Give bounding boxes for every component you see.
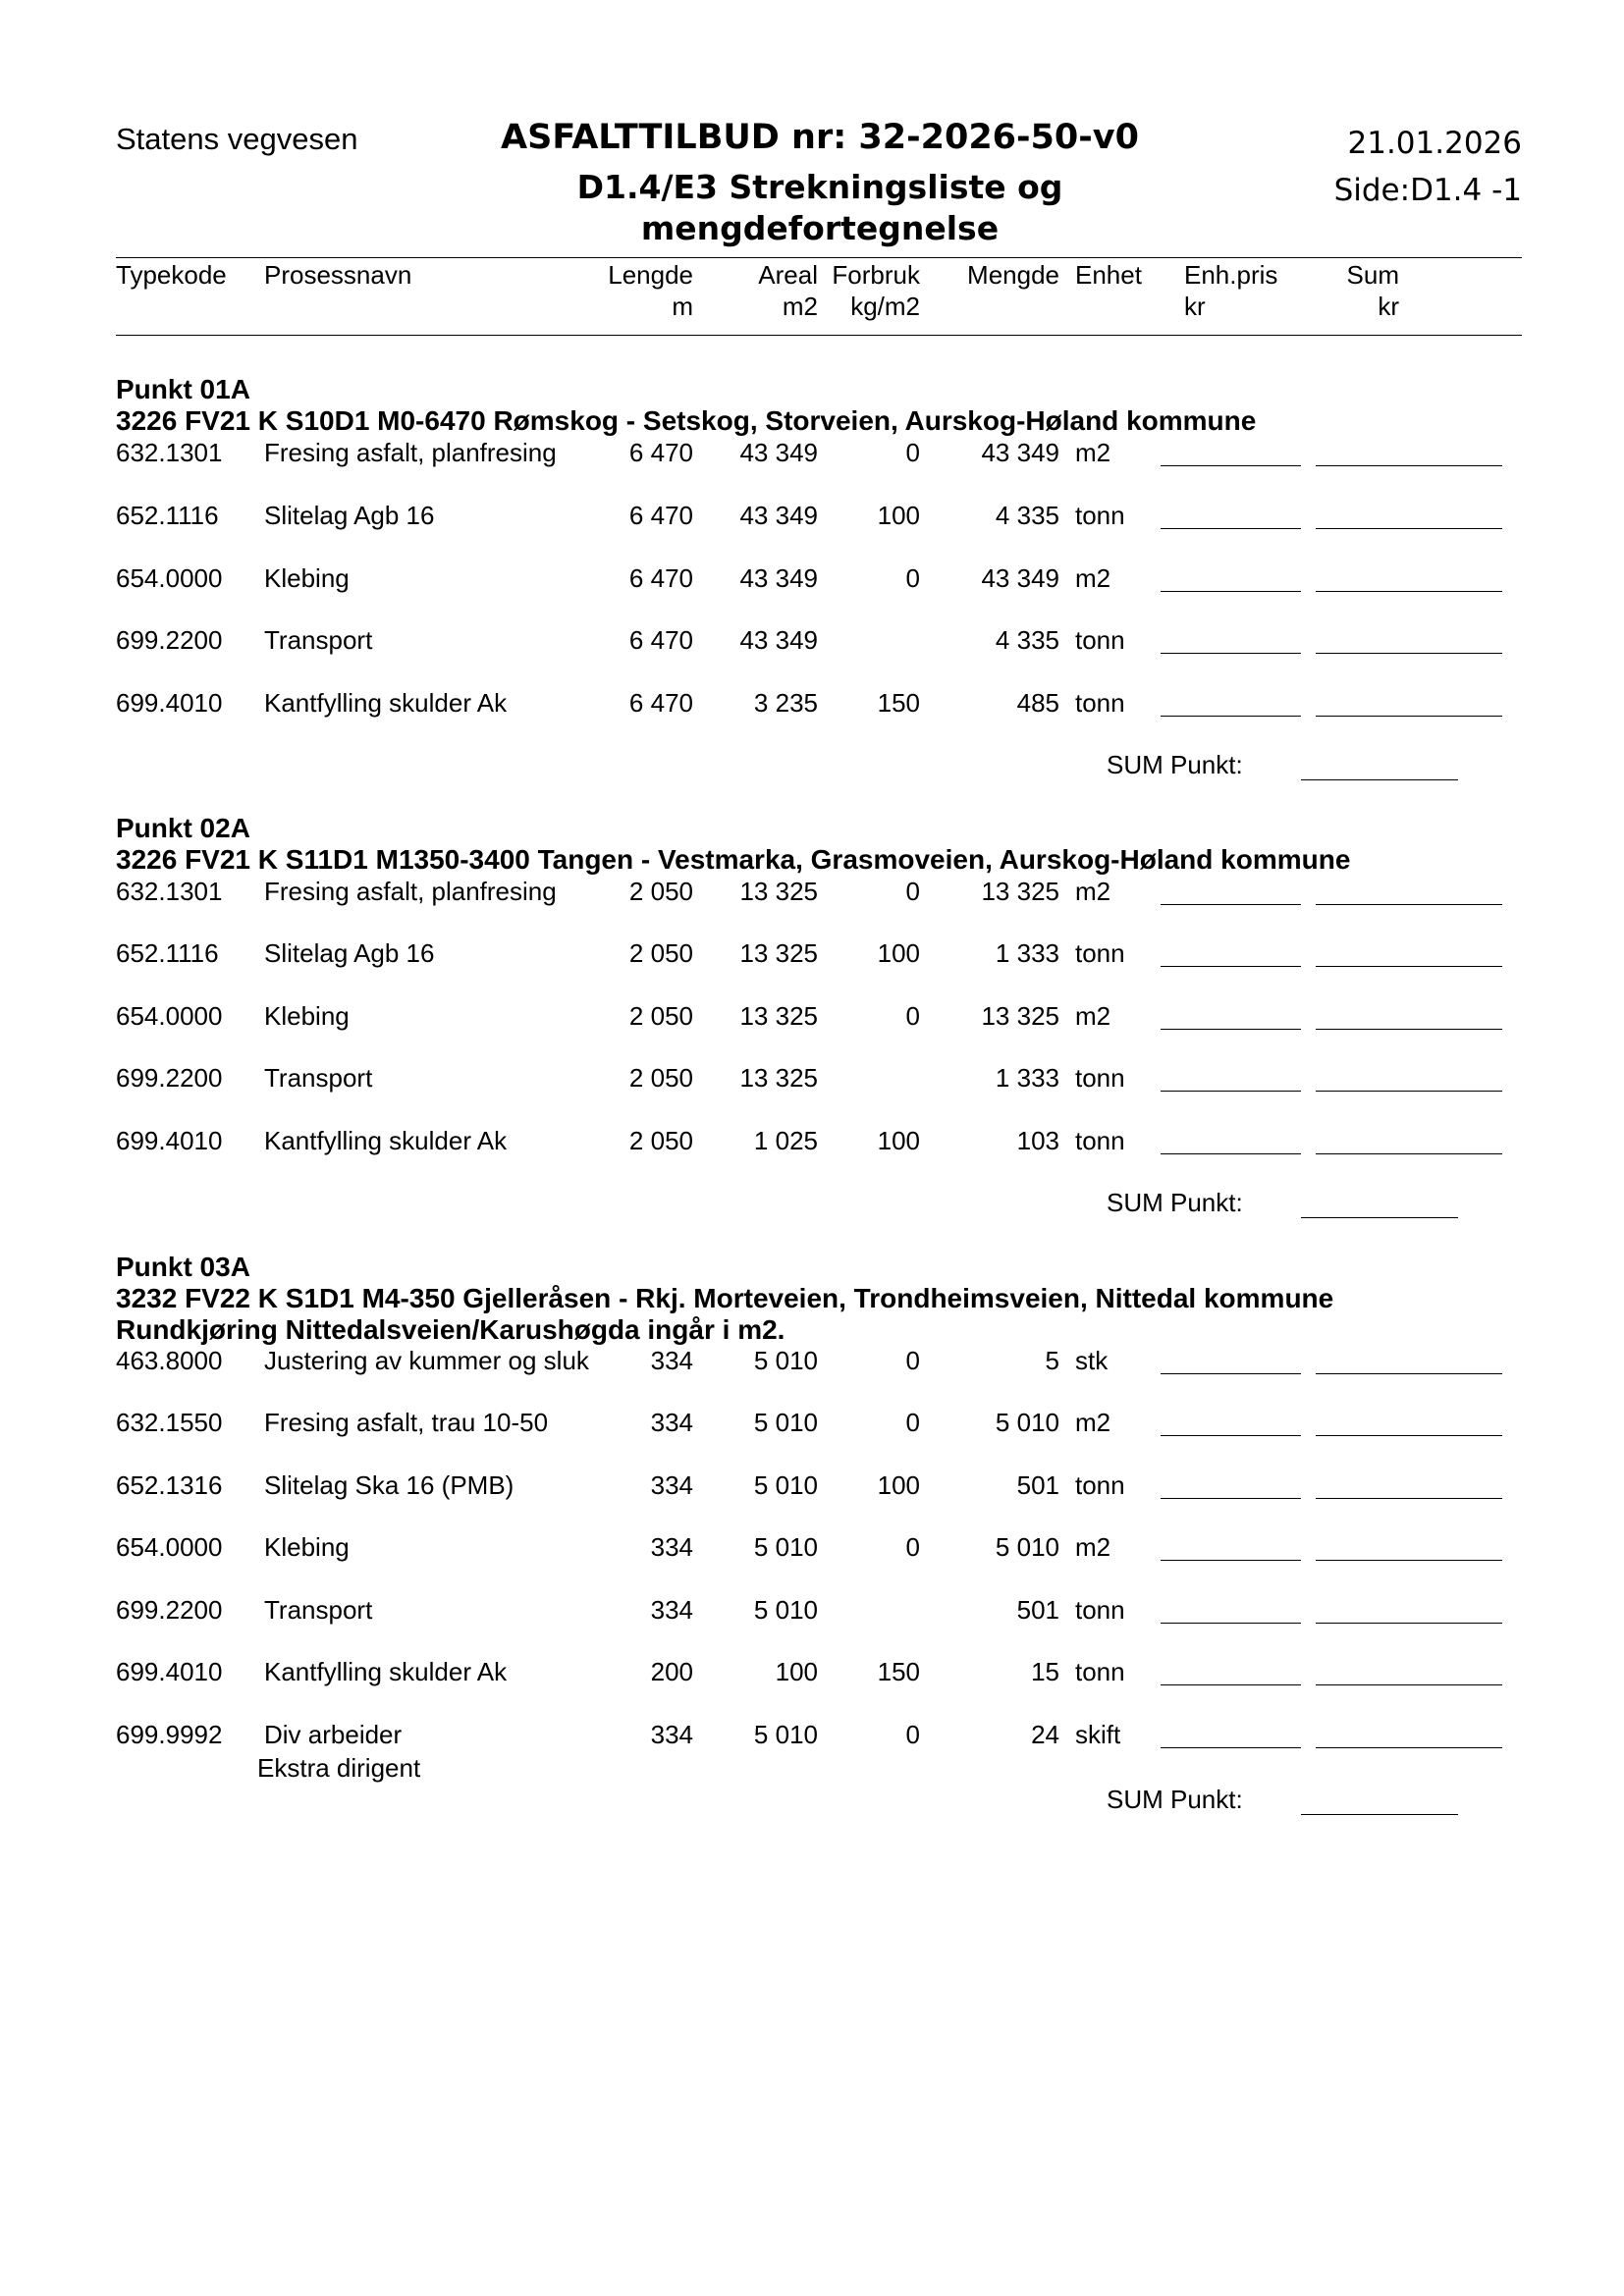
section-punkt-03a: Punkt 03A [116, 1252, 250, 1282]
cell-typekode: 699.4010 [116, 1657, 223, 1686]
cell-mengde: 1 333 [995, 1063, 1059, 1093]
cell-mengde: 5 010 [995, 1408, 1059, 1437]
cell-typekode: 699.4010 [116, 688, 223, 718]
cell-mengde: 485 [1016, 688, 1059, 718]
cell-lengde: 2 050 [628, 877, 693, 906]
table-row [0, 938, 1624, 978]
cell-areal: 43 349 [739, 438, 818, 467]
cell-prosessnavn: Kantfylling skulder Ak [264, 1657, 508, 1686]
table-row [0, 1001, 1624, 1041]
enhpris-input-line[interactable] [1161, 1747, 1301, 1748]
cell-mengde: 15 [1031, 1657, 1059, 1686]
sum-input-line[interactable] [1316, 1684, 1502, 1685]
col-header-areal [758, 259, 818, 322]
cell-forbruk: 100 [877, 501, 920, 530]
col-header-lengde [608, 259, 693, 322]
cell-areal: 43 349 [739, 501, 818, 530]
section-punkt-02a: Punkt 02A [116, 813, 250, 843]
cell-prosessnavn: Klebing [264, 1532, 350, 1562]
table-row [0, 1720, 1624, 1759]
cell-typekode: 652.1116 [116, 501, 219, 530]
cell-areal: 100 [775, 1657, 818, 1686]
sum-input-line[interactable] [1316, 591, 1502, 592]
cell-areal: 13 325 [739, 877, 818, 906]
cell-prosessnavn: Klebing [264, 1001, 350, 1031]
enhpris-input-line[interactable] [1161, 1560, 1301, 1561]
cell-prosessnavn: Slitelag Agb 16 [264, 501, 435, 530]
table-row [0, 1595, 1624, 1634]
cell-enhet: stk [1075, 1346, 1109, 1375]
cell-prosessnavn: Kantfylling skulder Ak [264, 688, 508, 718]
sum-punkt-input-line[interactable] [1301, 1217, 1458, 1218]
cell-lengde: 6 470 [628, 563, 693, 593]
cell-prosessnavn: Fresing asfalt, planfresing [264, 877, 557, 906]
subtitle-line-1: D1.4/E3 Strekningsliste og [576, 168, 1063, 206]
cell-lengde: 200 [650, 1657, 693, 1686]
sum-punkt-input-line[interactable] [1301, 779, 1458, 780]
cell-areal: 5 010 [753, 1408, 818, 1437]
cell-typekode: 654.0000 [116, 1001, 223, 1031]
sum-input-line[interactable] [1316, 465, 1502, 466]
cell-lengde: 2 050 [628, 1063, 693, 1093]
section-sum-row [0, 1188, 1624, 1227]
cell-prosessnavn: Transport [264, 1063, 373, 1093]
cell-enhet: m2 [1075, 1408, 1111, 1437]
cell-lengde: 334 [650, 1595, 693, 1625]
cell-forbruk: 0 [905, 563, 920, 593]
cell-lengde: 334 [650, 1408, 693, 1437]
col-header-enhpris [1184, 259, 1277, 322]
cell-typekode: 699.2200 [116, 625, 223, 655]
table-row [0, 438, 1624, 477]
cell-mengde: 103 [1016, 1126, 1059, 1155]
cell-areal: 43 349 [739, 625, 818, 655]
cell-typekode: 463.8000 [116, 1346, 223, 1375]
table-row [0, 1408, 1624, 1447]
cell-mengde: 4 335 [995, 625, 1059, 655]
cell-forbruk: 0 [905, 1720, 920, 1749]
cell-mengde: 5 [1045, 1346, 1059, 1375]
cell-mengde: 24 [1031, 1720, 1059, 1749]
document-date: 21.01.2026 [1347, 126, 1522, 161]
sum-input-line[interactable] [1316, 716, 1502, 717]
table-row [0, 877, 1624, 916]
cell-enhet: tonn [1075, 501, 1125, 530]
cell-typekode: 632.1550 [116, 1408, 223, 1437]
cell-forbruk: 0 [905, 877, 920, 906]
table-row [0, 1126, 1624, 1165]
sum-input-line[interactable] [1316, 1435, 1502, 1436]
cell-areal: 5 010 [753, 1532, 818, 1562]
cell-mengde: 4 335 [995, 501, 1059, 530]
cell-enhet: tonn [1075, 938, 1125, 968]
col-header-areal-label: Areal [758, 260, 818, 290]
sum-input-line[interactable] [1316, 966, 1502, 967]
cell-forbruk: 0 [905, 1346, 920, 1375]
section-sum-row [0, 750, 1624, 789]
enhpris-input-line[interactable] [1161, 591, 1301, 592]
sum-input-line[interactable] [1316, 653, 1502, 654]
enhpris-input-line[interactable] [1161, 1623, 1301, 1624]
enhpris-input-line[interactable] [1161, 1498, 1301, 1499]
cell-lengde: 6 470 [628, 438, 693, 467]
cell-enhet: tonn [1075, 1470, 1125, 1500]
cell-mengde: 43 349 [981, 563, 1059, 593]
cell-prosessnavn: Div arbeider [264, 1720, 403, 1749]
cell-typekode: 632.1301 [116, 438, 223, 467]
cell-lengde: 334 [650, 1470, 693, 1500]
cell-typekode: 699.4010 [116, 1126, 223, 1155]
cell-prosessnavn: Fresing asfalt, planfresing [264, 438, 557, 467]
col-header-lengde-unit: m [672, 292, 693, 321]
cell-typekode: 654.0000 [116, 563, 223, 593]
cell-lengde: 6 470 [628, 501, 693, 530]
cell-mengde: 13 325 [981, 1001, 1059, 1031]
cell-mengde: 1 333 [995, 938, 1059, 968]
cell-enhet: m2 [1075, 1532, 1111, 1562]
cell-forbruk: 0 [905, 1532, 920, 1562]
enhpris-input-line[interactable] [1161, 1684, 1301, 1685]
cell-enhet: m2 [1075, 1001, 1111, 1031]
cell-areal: 5 010 [753, 1720, 818, 1749]
document-subtitle [452, 167, 1188, 249]
cell-mengde: 5 010 [995, 1532, 1059, 1562]
cell-lengde: 2 050 [628, 1001, 693, 1031]
section-desc-01a: 3226 FV21 K S10D1 M0-6470 Rømskog - Setskog, Storveien, Aurskog-Høland kommune [116, 405, 1257, 436]
col-header-sum-unit: kr [1378, 292, 1399, 321]
enhpris-input-line[interactable] [1161, 1153, 1301, 1154]
cell-lengde: 2 050 [628, 938, 693, 968]
cell-enhet: tonn [1075, 688, 1125, 718]
cell-prosessnavn: Kantfylling skulder Ak [264, 1126, 508, 1155]
col-header-enhet: Enhet [1075, 260, 1142, 290]
table-row [0, 1470, 1624, 1510]
cell-typekode: 652.1116 [116, 938, 219, 968]
enhpris-input-line[interactable] [1161, 528, 1301, 529]
sum-input-line[interactable] [1316, 1373, 1502, 1374]
col-header-prosessnavn: Prosessnavn [264, 260, 412, 290]
enhpris-input-line[interactable] [1161, 653, 1301, 654]
cell-enhet: m2 [1075, 438, 1111, 467]
cell-typekode: 632.1301 [116, 877, 223, 906]
enhpris-input-line[interactable] [1161, 465, 1301, 466]
header-rule-bottom [116, 335, 1522, 336]
col-header-forbruk-unit: kg/m2 [850, 292, 920, 321]
cell-prosessnavn: Transport [264, 1595, 373, 1625]
section-punkt-01a: Punkt 01A [116, 374, 250, 404]
cell-lengde: 334 [650, 1346, 693, 1375]
sum-input-line[interactable] [1316, 1029, 1502, 1030]
section-desc-03a-line2: Rundkjøring Nittedalsveien/Karushøgda ingår i m2. [116, 1314, 785, 1345]
enhpris-input-line[interactable] [1161, 716, 1301, 717]
cell-enhet: tonn [1075, 1063, 1125, 1093]
sum-punkt-input-line[interactable] [1301, 1814, 1458, 1815]
table-row [0, 501, 1624, 540]
table-row [0, 688, 1624, 727]
enhpris-input-line[interactable] [1161, 1091, 1301, 1092]
cell-lengde: 6 470 [628, 625, 693, 655]
cell-prosessnavn: Slitelag Agb 16 [264, 938, 435, 968]
cell-typekode: 699.2200 [116, 1063, 223, 1093]
cell-areal: 13 325 [739, 1063, 818, 1093]
cell-mengde: 13 325 [981, 877, 1059, 906]
table-row [0, 1346, 1624, 1385]
header-rule-top [116, 257, 1522, 258]
sum-input-line[interactable] [1316, 1747, 1502, 1748]
col-header-areal-unit: m2 [782, 292, 818, 321]
cell-lengde: 334 [650, 1532, 693, 1562]
cell-typekode: 652.1316 [116, 1470, 223, 1500]
cell-forbruk: 0 [905, 1001, 920, 1031]
cell-typekode: 699.9992 [116, 1720, 223, 1749]
sum-input-line[interactable] [1316, 1623, 1502, 1624]
cell-enhet: tonn [1075, 1595, 1125, 1625]
cell-enhet: tonn [1075, 1657, 1125, 1686]
cell-forbruk: 0 [905, 438, 920, 467]
col-header-enhpris-label: Enh.pris [1184, 260, 1278, 290]
cell-enhet: tonn [1075, 1126, 1125, 1155]
cell-enhet: tonn [1075, 625, 1125, 655]
row-note: Ekstra dirigent [257, 1753, 421, 1783]
col-header-lengde-label: Lengde [608, 260, 693, 290]
col-header-typekode: Typekode [116, 260, 227, 290]
col-header-sum [1347, 259, 1399, 322]
section-desc-02a: 3226 FV21 K S11D1 M1350-3400 Tangen - Vestmarka, Grasmoveien, Aurskog-Høland kommune [116, 844, 1351, 875]
col-header-forbruk-label: Forbruk [832, 260, 920, 290]
sum-punkt-label: SUM Punkt: [1107, 1188, 1243, 1217]
cell-forbruk: 100 [877, 1126, 920, 1155]
cell-prosessnavn: Transport [264, 625, 373, 655]
enhpris-input-line[interactable] [1161, 1373, 1301, 1374]
cell-areal: 5 010 [753, 1346, 818, 1375]
cell-areal: 1 025 [753, 1126, 818, 1155]
section-desc-03a: 3232 FV22 K S1D1 M4-350 Gjelleråsen - Rkj. Morteveien, Trondheimsveien, Nittedal kommune [116, 1283, 1334, 1313]
cell-mengde: 501 [1016, 1470, 1059, 1500]
cell-prosessnavn: Justering av kummer og sluk [264, 1346, 589, 1375]
cell-forbruk: 100 [877, 1470, 920, 1500]
enhpris-input-line[interactable] [1161, 966, 1301, 967]
sum-input-line[interactable] [1316, 904, 1502, 905]
cell-prosessnavn: Klebing [264, 563, 350, 593]
page-number: Side:D1.4 -1 [1333, 173, 1522, 208]
cell-mengde: 501 [1016, 1595, 1059, 1625]
cell-lengde: 6 470 [628, 688, 693, 718]
cell-mengde: 43 349 [981, 438, 1059, 467]
cell-prosessnavn: Fresing asfalt, trau 10-50 [264, 1408, 549, 1437]
sum-input-line[interactable] [1316, 1498, 1502, 1499]
cell-enhet: skift [1075, 1720, 1121, 1749]
organization-name: Statens vegvesen [116, 122, 358, 156]
cell-areal: 3 235 [753, 688, 818, 718]
col-header-enhpris-unit: kr [1184, 292, 1206, 321]
cell-lengde: 334 [650, 1720, 693, 1749]
cell-forbruk: 150 [877, 688, 920, 718]
cell-areal: 13 325 [739, 938, 818, 968]
cell-forbruk: 0 [905, 1408, 920, 1437]
table-row [0, 563, 1624, 603]
cell-enhet: m2 [1075, 563, 1111, 593]
cell-areal: 43 349 [739, 563, 818, 593]
subtitle-line-2: mengdefortegnelse [640, 209, 1000, 247]
col-header-mengde: Mengde [967, 260, 1059, 290]
cell-lengde: 2 050 [628, 1126, 693, 1155]
cell-forbruk: 150 [877, 1657, 920, 1686]
cell-areal: 5 010 [753, 1470, 818, 1500]
sum-input-line[interactable] [1316, 1091, 1502, 1092]
table-row [0, 625, 1624, 665]
col-header-forbruk [832, 259, 920, 322]
cell-typekode: 654.0000 [116, 1532, 223, 1562]
section-sum-row [0, 1785, 1624, 1824]
table-row [0, 1063, 1624, 1102]
enhpris-input-line[interactable] [1161, 904, 1301, 905]
enhpris-input-line[interactable] [1161, 1029, 1301, 1030]
cell-forbruk: 100 [877, 938, 920, 968]
sum-input-line[interactable] [1316, 1153, 1502, 1154]
col-header-sum-label: Sum [1346, 260, 1399, 290]
table-row [0, 1532, 1624, 1572]
cell-areal: 13 325 [739, 1001, 818, 1031]
cell-typekode: 699.2200 [116, 1595, 223, 1625]
sum-punkt-label: SUM Punkt: [1107, 750, 1243, 779]
cell-prosessnavn: Slitelag Ska 16 (PMB) [264, 1470, 514, 1500]
cell-areal: 5 010 [753, 1595, 818, 1625]
sum-punkt-label: SUM Punkt: [1107, 1785, 1243, 1814]
sum-input-line[interactable] [1316, 528, 1502, 529]
sum-input-line[interactable] [1316, 1560, 1502, 1561]
cell-enhet: m2 [1075, 877, 1111, 906]
document-title: ASFALTTILBUD nr: 32-2026-50-v0 [501, 118, 1139, 157]
table-row [0, 1657, 1624, 1696]
enhpris-input-line[interactable] [1161, 1435, 1301, 1436]
